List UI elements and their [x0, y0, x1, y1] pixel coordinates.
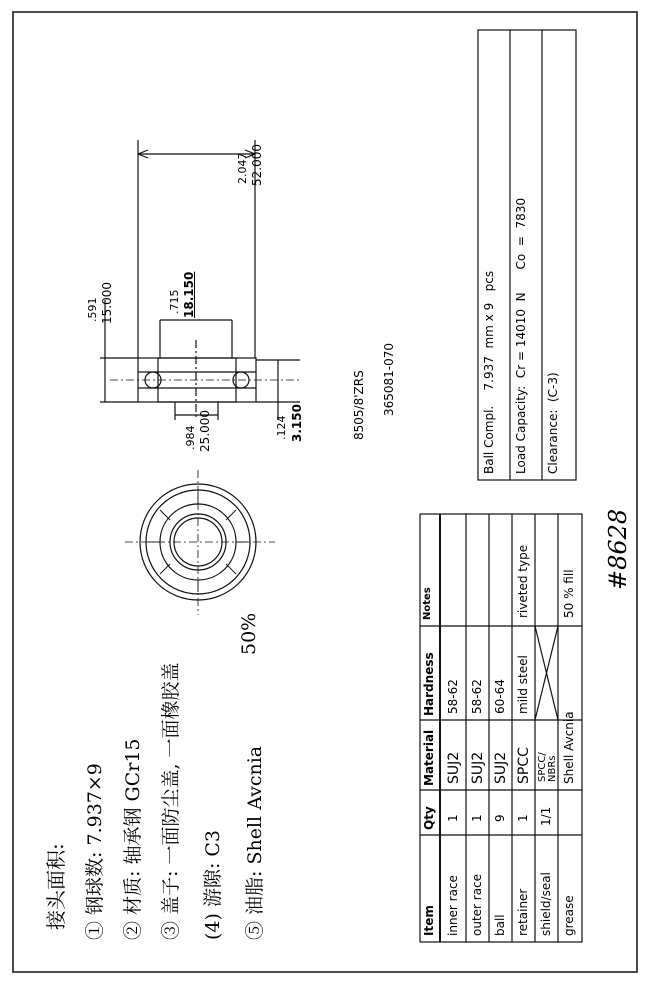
- header-material: Material: [422, 729, 436, 786]
- spec-load-capacity: Load Capacity: Cr = 14010 N Co = 7830: [514, 197, 528, 474]
- row-ball-material: SUJ2: [493, 751, 509, 784]
- row-outer-race-material: SUJ2: [470, 751, 486, 784]
- row-inner-race-hardness: 58-62: [446, 679, 460, 714]
- row-ball-hardness: 60-64: [493, 679, 507, 714]
- bearing-side-view: [100, 140, 300, 420]
- note-2: ② 材质: 轴承钢 GCr15: [122, 738, 144, 940]
- row-inner-race-material: SUJ2: [446, 751, 462, 784]
- row-grease-material: Shell Avcnia: [562, 711, 576, 784]
- handwritten-title: 接头面积:: [44, 843, 68, 930]
- dim-width: 15.000: [100, 282, 114, 324]
- part-number: 8505/8'ZRS: [352, 370, 366, 440]
- bearing-front-view: [125, 470, 275, 615]
- dim-chamfer: 3.150: [290, 404, 304, 442]
- note-1: ① 钢球数: 7.937×9: [84, 763, 106, 940]
- note-3: ③ 盖子: 一面防尘盖, 一面橡胶盖: [160, 662, 182, 940]
- header-hardness: Hardness: [422, 652, 436, 716]
- row-retainer-notes: riveted type: [516, 544, 530, 618]
- dim-od: 52.000: [250, 144, 264, 186]
- row-ball-item: ball: [493, 914, 507, 936]
- dim-chamfer-small: .124: [275, 415, 288, 440]
- spec-clearance: Clearance: (C-3): [546, 372, 560, 474]
- row-inner-race-qty: 1: [446, 814, 460, 822]
- drawing-stamp: #8628: [604, 508, 632, 590]
- dim-pitch-small: .715: [168, 289, 181, 314]
- row-shield-qty: 1/1: [539, 806, 553, 826]
- row-outer-race-item: outer race: [470, 873, 484, 936]
- note-5: ⑤ 油脂: Shell Avcnia: [244, 745, 266, 940]
- dim-pitch: 18.150: [182, 271, 196, 318]
- dim-od-small: 2.047: [236, 152, 249, 184]
- row-retainer-material: SPCC: [516, 747, 532, 784]
- header-item: Item: [422, 905, 436, 936]
- header-notes: Notes: [422, 587, 433, 620]
- row-retainer-item: retainer: [516, 888, 530, 936]
- row-inner-race-item: inner race: [446, 875, 460, 936]
- grease-percent-note: 50%: [238, 612, 260, 655]
- materials-table-frame: [420, 514, 582, 942]
- row-grease-notes: 50 % fill: [562, 569, 576, 618]
- drawing-number: 365081-070: [382, 342, 396, 416]
- spec-ball-compl: Ball Compl. 7.937 mm x 9 pcs: [482, 270, 496, 474]
- note-4: (4) 游隙: C3: [202, 829, 224, 940]
- row-outer-race-qty: 1: [470, 814, 484, 822]
- row-grease-item: grease: [562, 895, 576, 936]
- row-shield-item: shield/seal: [539, 872, 553, 936]
- dim-bore: 25.000: [198, 410, 212, 452]
- row-outer-race-hardness: 58-62: [470, 679, 484, 714]
- row-shield-material: SPCC/ NBRs: [537, 752, 558, 782]
- row-retainer-qty: 1: [516, 814, 530, 822]
- dim-width-small: .591: [86, 297, 99, 322]
- header-qty: Qty: [422, 806, 436, 830]
- row-ball-qty: 9: [493, 814, 507, 822]
- row-retainer-hardness: mild steel: [516, 655, 530, 714]
- dim-bore-small: .984: [184, 425, 197, 450]
